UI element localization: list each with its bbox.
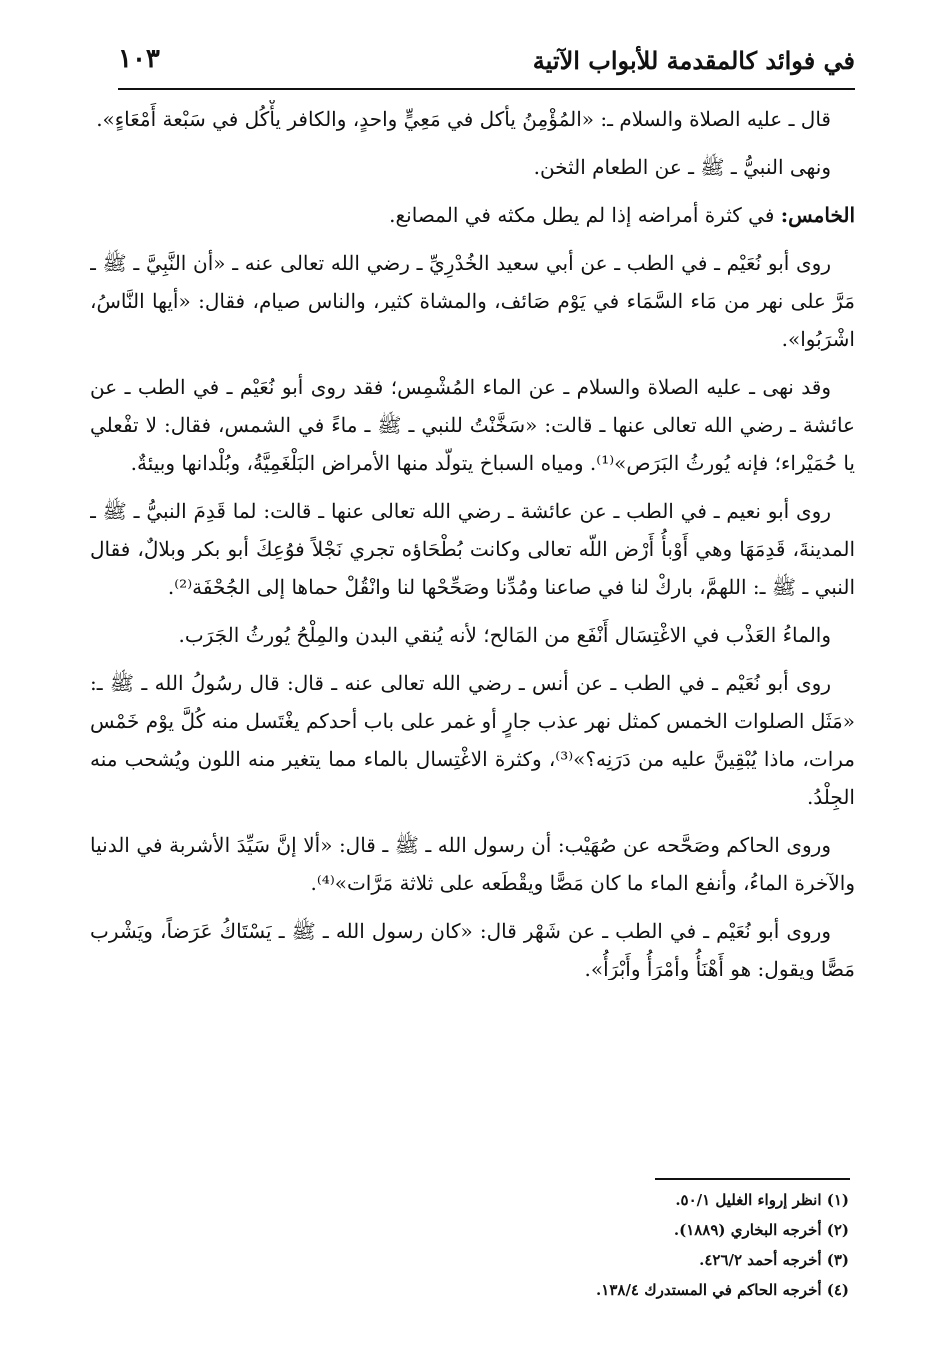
main-text — [90, 100, 855, 980]
paragraph — [90, 826, 855, 902]
paragraph — [90, 100, 855, 138]
paragraph-text: قال ـ عليه الصلاة والسلام ـ: «المُؤْمِنُ يأكل في مَعِيٍّ واحدٍ، والكافر يأْكُل في سَبْعة أَمْعَاءٍ». — [96, 107, 831, 131]
paragraph — [90, 492, 855, 606]
paragraph — [90, 196, 855, 234]
running-header — [118, 40, 855, 90]
footnote: (٣) أخرجه أحمد ٤٢٦/٢. — [699, 1251, 849, 1269]
paragraph-text: روى أبو نُعَيْم ـ في الطب ـ عن أبي سعيد الخُدْرِيِّ ـ رضي الله تعالى عنه ـ «أن النَّبِيَّ ـ ﷺ ـ مَرَّ على نهر من مَاء السَّمَاء في يَوْم صَائف، والمشاة كثير، والناس صيام، فقال: «أيها النَّاسُ، اشْرَبُوا». — [90, 251, 855, 351]
footnote: (٢) أخرجه البخاري (١٨٨٩). — [673, 1221, 849, 1239]
paragraph — [90, 148, 855, 186]
paragraph-text: وروى أبو نُعَيْم ـ في الطب ـ عن شَهْر قال: «كان رسول الله ـ ﷺ ـ يَسْتَاكُ عَرَضاً، ويَشْرب مَصًّا ويقول: هو أَهْنَأُ وأمْرَأُ وأَبْرَأُ». — [90, 919, 855, 980]
footnotes — [90, 1185, 849, 1305]
paragraph-text: وروى الحاكم وصَحَّحه عن صُهَيْب: أن رسول الله ـ ﷺ ـ قال: «ألا إنَّ سَيِّدَ الأشربة في الدنيا والآخرة الماءُ، وأنفع الماء ما كان مَصًّا ويقْطَعه على ثلاثة مَرَّات»⁽⁴⁾. — [90, 833, 855, 895]
paragraph — [90, 368, 855, 482]
paragraph — [90, 616, 855, 654]
paragraph — [90, 244, 855, 358]
footnote: (١) انظر إرواء الغليل ٥٠/١. — [675, 1191, 849, 1209]
page-number: ١٠٣ — [118, 44, 160, 74]
paragraph — [90, 664, 855, 816]
paragraph-text: ونهى النبيُّ ـ ﷺ ـ عن الطعام الثخن. — [533, 155, 831, 179]
paragraph-text: وقد نهى ـ عليه الصلاة والسلام ـ عن الماء المُشْمِس؛ فقد روى أبو نُعَيْم ـ في الطب ـ عن عائشة ـ رضي الله تعالى عنها ـ قالت: «سَخَّنْتُ للنبي ـ ﷺ ـ ماءً في الشمس، فقال: لا تفْعلي يا حُمَيْراء؛ فإنه يُورثُ البَرَص»⁽¹⁾. ومياه السباخ يتولّد منها الأمراض البَلْغَمِيَّةُ، وبُلْدانها وبيئةٌ. — [90, 375, 855, 475]
footnote: (٤) أخرجه الحاكم في المستدرك ١٣٨/٤. — [596, 1281, 849, 1299]
paragraph-text: روى أبو نُعَيْم ـ في الطب ـ عن أنس ـ رضي الله تعالى عنه ـ قال: قال رسُولُ الله ـ ﷺ ـ: «مَثَل الصلوات الخمس كمثل نهر عذب جارٍ أو غمر على باب أحدكم يغْتَسل منه كُلَّ يوْم خَمْس مرات، ماذا يُبْقِينَّ عليه من دَرَنِه؟»⁽³⁾، وكثرة الاغْتِسال بالماء مما يتغير منه اللون ويُشحب منه الجِلْدُ. — [90, 671, 855, 809]
section-label: الخامس: — [780, 203, 855, 227]
paragraph-text: والماءُ العَذْب في الاغْتِسَال أَنْفَع من المَالح؛ لأنه يُنقي البدن والمِلْحُ يُورثُ الجَرَب. — [178, 623, 831, 647]
paragraph-text: روى أبو نعيم ـ في الطب ـ عن عائشة ـ رضي الله تعالى عنها ـ قالت: لما قَدِمَ النبيُّ ـ ﷺ ـ المدينةَ، قَدِمَهَا وهي أَوْبأُ أَرْض اللّه تعالى وكانت بُطْحَاؤه تجري نَجْلاً فوُعِكَ أبو بكر وبلالٌ، فقال النبي ـ ﷺ ـ: اللهمَّ، باركْ لنا في صاعنا ومُدِّنا وصَحِّحْها لنا وانْقُلْ حماها إلى الجُحْفَة⁽²⁾. — [90, 499, 855, 599]
footnote-divider — [655, 1178, 850, 1180]
header-title: في فوائد كالمقدمة للأبواب الآتية — [532, 46, 855, 75]
paragraph — [90, 912, 855, 980]
paragraph-text: في كثرة أمراضه إذا لم يطل مكثه في المصانع. — [389, 203, 781, 227]
